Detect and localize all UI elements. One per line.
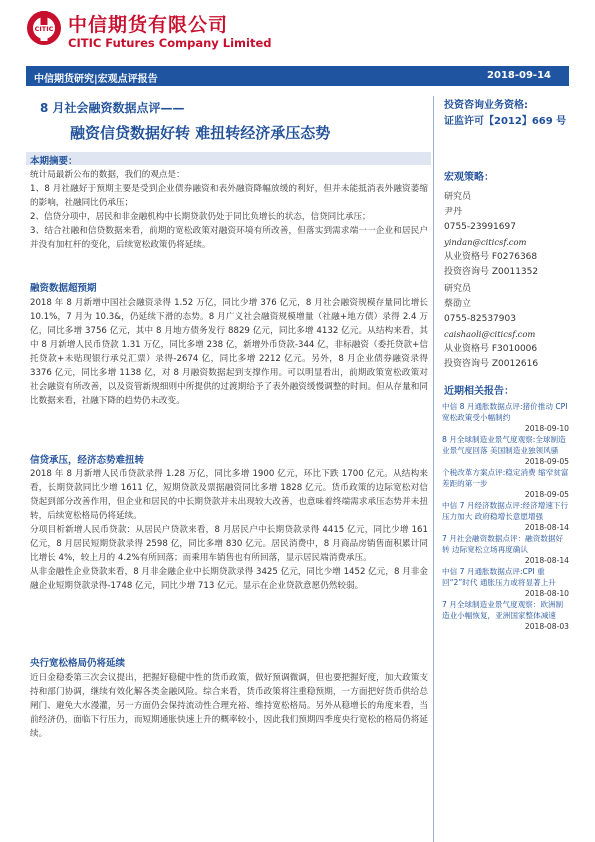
related-report-date: 2018-08-03 xyxy=(524,622,569,631)
section-paragraph: 2018 年 8 月新增中国社会融资录得 1.52 万亿，同比少增 376 亿元，8 月社会融资规模存量同比增长 10.1%，7 月为 10.3&，仍延续下滑的态势。8 月广义社会融资规模增量（社融+地方债）录得 2.4 万亿，同比多增 3756 亿元，其中 8 月地方债务发行 8829 亿元，同比多增 4132 亿元。从结构来看，其中 8 月新增人民币贷款 1.31 万亿，同比多增 238 亿，新增外币贷款-344 亿，非标融资（委托贷款+信托贷款+未贴现银行承兑汇票）录得-2674 亿，同比多增 2212 亿元。另外，8 月企业债券融资录得 3376 亿元，同比多增 1138 亿，对 8 月融资数据起到支撑作用。可以明显看出，前期政策宽松政策对社会融资有所改善，以及资管新规细则中所提供的过渡期给予了表外融资缓慢调整的时间。但从存量和同比数据来看，社融下降的趋势仍未改变。 xyxy=(30,298,428,406)
report-title: 融资信贷数据好转 难扭转经济承压态势 xyxy=(70,124,331,142)
related-report-title[interactable]: 个税改革方案点评:稳定消费 缩窄贫富差距的第一步 xyxy=(442,468,569,488)
section-body xyxy=(30,467,428,593)
report-type: 中信期货研究|宏观点评报告 xyxy=(34,74,158,85)
section-body xyxy=(30,296,428,408)
related-report-title[interactable]: 中信 7 月通胀数据点评:CPI 重回“2”时代 通胀压力或将显著上升 xyxy=(442,567,556,587)
analyst-name: 尹丹 xyxy=(444,207,463,217)
section-body xyxy=(30,671,428,741)
analyst-role: 研究员 xyxy=(444,192,472,202)
related-report-date: 2018-09-05 xyxy=(524,457,569,466)
analyst-consult-no: 投资咨询号 Z0012616 xyxy=(444,359,539,369)
analyst-email[interactable]: yindan@citicsf.com xyxy=(444,237,527,247)
analyst-consult-no: 投资咨询号 Z0011352 xyxy=(444,267,539,277)
analyst-name: 蔡劭立 xyxy=(444,299,472,309)
qualification-label: 投资咨询业务资格: xyxy=(444,100,528,111)
analyst-card xyxy=(444,282,569,372)
analyst-phone: 0755-23991697 xyxy=(444,222,516,232)
section-heading: 融资数据超预期 xyxy=(30,283,97,294)
related-report-title[interactable]: 8 月全球制造业景气度观察:全球制造业景气度回落 美国制造业独领风骚 xyxy=(442,435,566,455)
related-report-item[interactable] xyxy=(442,599,569,632)
related-report-date: 2018-08-14 xyxy=(524,523,569,532)
summary-heading: 本期摘要： xyxy=(30,156,78,167)
company-name-cn: 中信期货有限公司 xyxy=(68,14,229,36)
related-report-date: 2018-09-10 xyxy=(524,424,569,433)
section-heading: 央行宽松格局仍将延续 xyxy=(30,658,126,669)
summary-paragraph: 1、8 月社融好于预期主要是受到企业债券融资和表外融资降幅放缓的利好，但并未能抵消表外融资萎缩的影响，社融同比仍承压； xyxy=(30,184,428,208)
related-report-item[interactable] xyxy=(442,434,569,467)
section-paragraph: 分项目析新增人民币贷款：从居民户贷款来看，8 月居民户中长期贷款录得 4415 亿元，同比少增 161 亿元，8 月居民短期贷款录得 2598 亿，同比多增 830 亿元。居民消费中，8 月商品房销售面积累计同比增长 4%，较上月的 4.2%有所回落；而乘用车销售也有所回落，显示居民端消费承压。 xyxy=(30,525,428,563)
citic-logo-icon xyxy=(26,10,62,46)
report-subtitle: 8 月社会融资数据点评—— xyxy=(40,101,185,115)
analyst-phone: 0755-82537903 xyxy=(444,314,516,324)
related-report-item[interactable] xyxy=(442,533,569,566)
related-report-title[interactable]: 中信 7 月经济数据点评:经济增速下行压力加大 政府稳增长意愿增强 xyxy=(442,501,569,521)
column-divider xyxy=(433,96,434,842)
related-report-title[interactable]: 7 月社会融资数据点评：融资数据好转 边际宽松立场再度确认 xyxy=(442,534,564,554)
related-report-item[interactable] xyxy=(442,566,569,599)
related-report-item[interactable] xyxy=(442,467,569,500)
qualification-number: 证监许可【2012】669 号 xyxy=(444,116,567,127)
analyst-license: 从业资格号 F3010006 xyxy=(444,344,538,354)
analyst-license: 从业资格号 F0276368 xyxy=(444,252,538,262)
section-paragraph: 2018 年 8 月新增人民币贷款录得 1.28 万亿，同比多增 1900 亿元，环比下跌 1700 亿元。从结构来看，长期贷款同比少增 1611 亿，短期贷款及票据融资同比多增 1828 亿元。货币政策的边际宽松对信贷起到部分改善作用，但企业和居民的中长期贷款并未出现较大改善，也意味着终端需求承压态势并未扭转，后续宽松格局仍将延续。 xyxy=(30,469,428,521)
related-report-date: 2018-08-10 xyxy=(524,589,569,598)
summary-heading-bar xyxy=(26,152,431,165)
related-reports-heading: 近期相关报告： xyxy=(444,386,514,397)
strategy-heading: 宏观策略： xyxy=(444,172,494,183)
summary-paragraph: 2、信贷分项中，居民和非金融机构中长期贷款仍处于同比负增长的状态，信贷同比承压； xyxy=(30,212,371,222)
related-report-title[interactable]: 中信 8 月通胀数据点评:猪价推动 CPI 宽松政策受小幅制约 xyxy=(442,402,568,422)
section-heading: 信贷承压，经济态势难扭转 xyxy=(30,455,145,466)
related-report-date: 2018-08-14 xyxy=(524,556,569,565)
report-banner xyxy=(26,66,569,86)
report-date: 2018-09-14 xyxy=(487,70,551,81)
company-name-en: CITIC Futures Company Limited xyxy=(68,36,272,50)
summary-paragraph: 3、结合社融和信贷数据来看，前期的宽松政策对融资环境有所改善，但落实到需求端一一企业和居民户并没有加杠杆的变化，后续宽松政策仍将延续。 xyxy=(30,226,428,250)
summary-block xyxy=(30,168,428,252)
analyst-role: 研究员 xyxy=(444,284,472,294)
related-reports-list xyxy=(442,401,569,632)
section-paragraph: 从非金融性企业贷款来看，8 月非金融企业中长期贷款录得 3425 亿元，同比少增 1452 亿元，8 月非金融企业短期贷款录得-1748 亿元，同比少增 713 亿元。显示在企业贷款意愿仍然较弱。 xyxy=(30,567,428,591)
related-report-title[interactable]: 7 月全球制造业景气度观察：欧洲制造业小幅恢复，亚洲国家整体减速 xyxy=(442,600,564,620)
analyst-email[interactable]: caishaoli@citicsf.com xyxy=(444,329,536,339)
logo-text: CITIC xyxy=(34,25,54,33)
related-report-date: 2018-09-05 xyxy=(524,490,569,499)
analyst-card xyxy=(444,190,569,280)
related-report-item[interactable] xyxy=(442,500,569,533)
section-paragraph: 近日金稳委第三次会议提出，把握好稳健中性的货币政策，做好预调微调，但也要把握好度，加大政策支持和部门协调，继续有效化解各类金融风险。综合来看，货币政策将注重稳预期，一方面把好货币供给总闸门、避免大水漫灌，另一方面仍会保持流动性合理充裕、维持宽松格局。另外从稳增长的角度来看，当前经济仍，面临下行压力，而短期通胀快速上升的概率较小，因此我们预期四季度央行宽松的格局仍将延续。 xyxy=(30,673,428,739)
related-report-item[interactable] xyxy=(442,401,569,434)
summary-paragraph: 统计局最新公布的数据，我们的观点是： xyxy=(30,170,185,180)
